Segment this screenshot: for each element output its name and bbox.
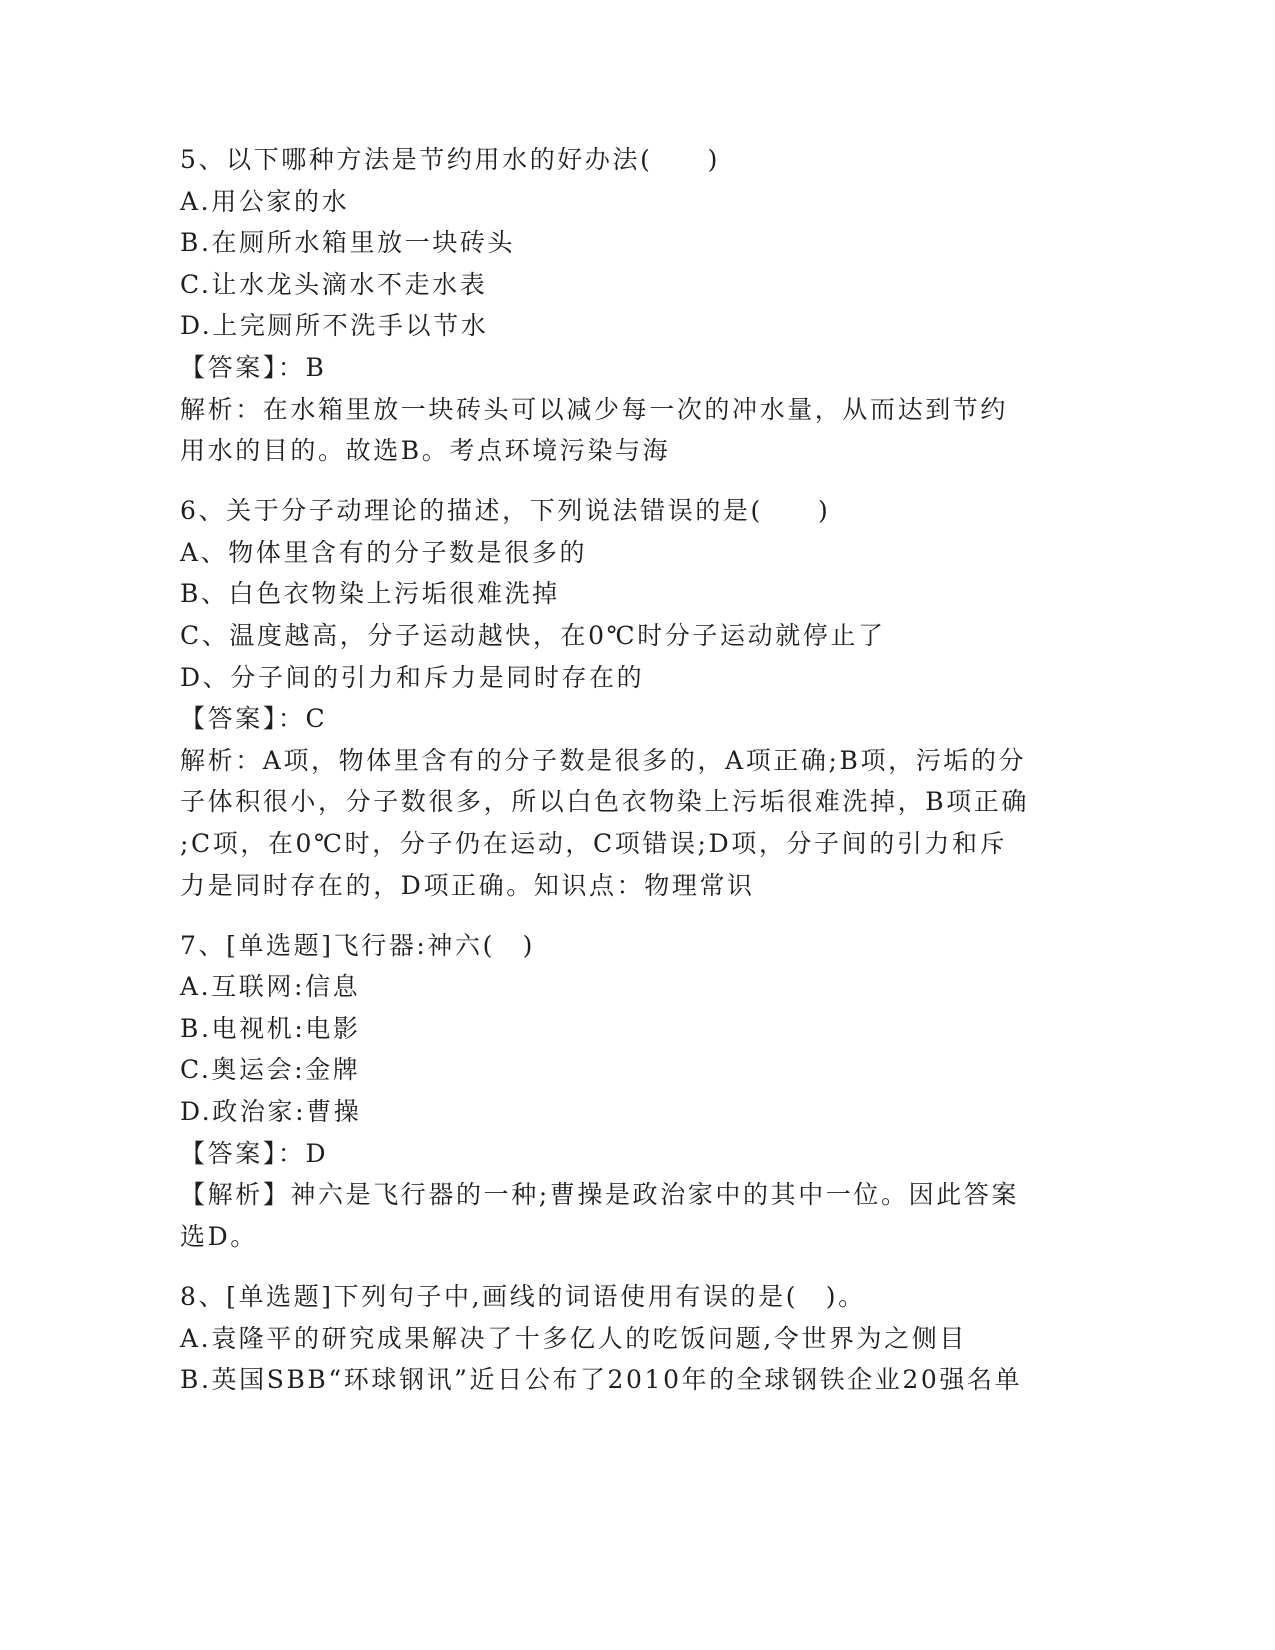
option-b: B.英国SBB“环球钢讯”近日公布了2010年的全球钢铁企业20强名单 <box>180 1365 1023 1395</box>
analysis-line: 【解析】神六是飞行器的一种;曹操是政治家中的其中一位。因此答案 <box>180 1180 1020 1210</box>
option-a: A.用公家的水 <box>180 186 350 216</box>
option-b: B.在厕所水箱里放一块砖头 <box>180 228 516 258</box>
answer: 【答案】：D <box>180 1138 329 1168</box>
option-c: C.奥运会:金牌 <box>180 1055 361 1085</box>
analysis-line: 选D。 <box>180 1221 258 1251</box>
option-a: A.袁隆平的研究成果解决了十多亿人的吃饭问题,令世界为之侧目 <box>180 1323 967 1353</box>
question-5 <box>180 139 1080 472</box>
analysis-line: 解析：A项，物体里含有的分子数是很多的，A项正确;B项，污垢的分 <box>180 745 1027 775</box>
option-a: A、物体里含有的分子数是很多的 <box>180 537 588 567</box>
option-c: C.让水龙头滴水不走水表 <box>180 269 488 299</box>
analysis-line: 用水的目的。故选B。考点环境污染与海 <box>180 436 671 466</box>
answer: 【答案】：C <box>180 704 328 734</box>
option-c: C、温度越高，分子运动越快，在0℃时分子运动就停止了 <box>180 621 886 651</box>
document-page <box>180 139 1080 1419</box>
option-d: D、分子间的引力和斥力是同时存在的 <box>180 662 645 692</box>
question-stem: 7、[单选题]飞行器:神六( ) <box>180 930 535 960</box>
option-a: A.互联网:信息 <box>180 972 361 1002</box>
question-stem: 6、关于分子动理论的描述，下列说法错误的是( ) <box>180 496 831 526</box>
analysis-line: 力是同时存在的，D项正确。知识点：物理常识 <box>180 870 755 900</box>
answer: 【答案】：B <box>180 352 327 382</box>
question-6 <box>180 490 1080 906</box>
question-stem: 8、[单选题]下列句子中,画线的词语使用有误的是( )。 <box>180 1281 866 1311</box>
question-stem: 5、以下哪种方法是节约用水的好办法( ) <box>180 145 721 174</box>
question-7 <box>180 925 1080 1258</box>
analysis-line: ;C项，在0℃时，分子仍在运动，C项错误;D项，分子间的引力和斥 <box>180 829 1008 858</box>
option-d: D.上完厕所不洗手以节水 <box>180 311 489 341</box>
option-b: B.电视机:电影 <box>180 1013 361 1043</box>
analysis-line: 解析：在水箱里放一块砖头可以减少每一次的冲水量，从而达到节约 <box>180 394 1009 424</box>
option-b: B、白色衣物染上污垢很难洗掉 <box>180 579 560 609</box>
analysis-line: 子体积很小，分子数很多，所以白色衣物染上污垢很难洗掉，B项正确 <box>180 787 1029 817</box>
option-d: D.政治家:曹操 <box>180 1097 362 1127</box>
question-8 <box>180 1276 1080 1401</box>
